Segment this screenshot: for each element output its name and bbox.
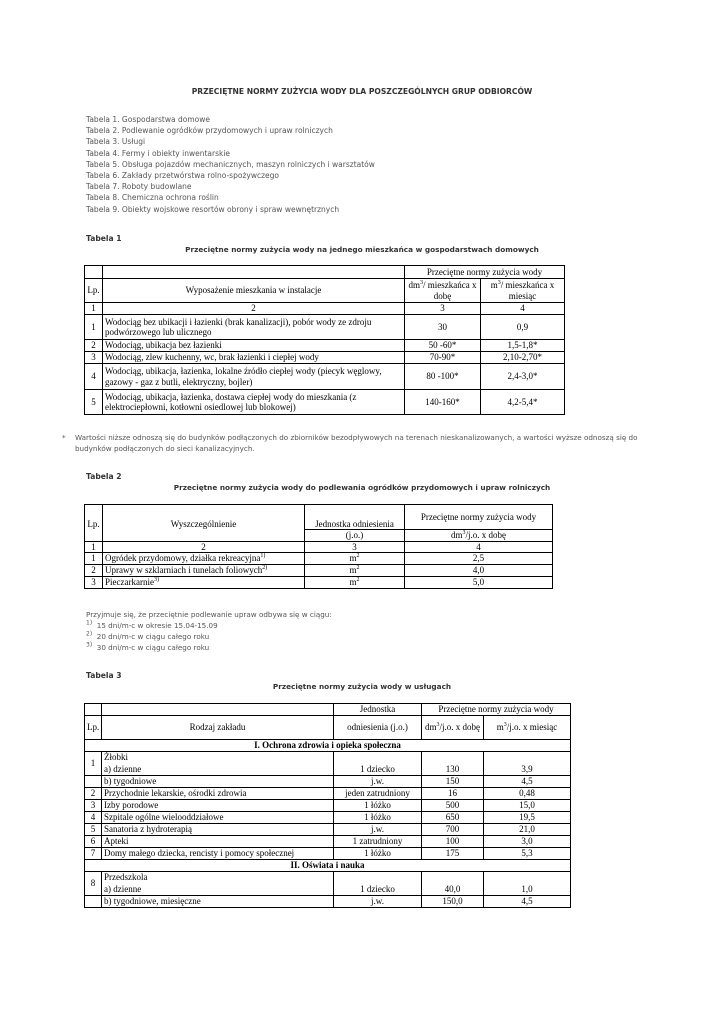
table3-header-unit-top: Jednostka xyxy=(334,704,422,716)
row-per-month: 1,0 xyxy=(484,883,571,895)
unit-sup: 3 xyxy=(497,280,501,286)
unit-text-rest: / mieszkańca x dobę xyxy=(423,280,477,301)
note-item xyxy=(86,620,218,631)
row-per-month: 19,5 xyxy=(484,811,571,823)
row-unit: j.w. xyxy=(334,775,422,787)
row-lp: 5 xyxy=(85,823,102,835)
row-per-month: 4,5 xyxy=(484,775,571,787)
footnote-star: * xyxy=(62,433,66,442)
row-unit xyxy=(305,553,405,565)
row-per-day: 40,0 xyxy=(422,883,484,895)
table2-colnum-1: 1 xyxy=(85,541,103,553)
row-per-month: 15,0 xyxy=(484,799,571,811)
toc-item-9[interactable]: Tabela 9. Obiekty wojskowe resortów obrony i spraw wewnętrznych xyxy=(86,204,340,214)
table-of-contents xyxy=(86,114,375,215)
unit-text: dm xyxy=(408,280,421,290)
row-group-title: Przedszkola xyxy=(102,871,334,883)
table3-header-per-month xyxy=(484,715,571,739)
row-lp: 6 xyxy=(85,835,102,847)
table2 xyxy=(84,504,553,589)
row-unit: 1 łóżko xyxy=(334,847,422,859)
row-unit: j.w. xyxy=(334,823,422,835)
table3-empty-cell xyxy=(102,704,334,716)
table3-header-lp: Lp. xyxy=(85,715,102,739)
table1-header-lp: Lp. xyxy=(85,279,103,303)
row-description: Sanatoria z hydroterapią xyxy=(102,823,334,835)
table-row xyxy=(85,352,565,364)
row-unit: 1 zatrudniony xyxy=(334,835,422,847)
row-per-month: 3,0 xyxy=(484,835,571,847)
table-row xyxy=(85,847,571,859)
table1-footnote: Wartości niższe odnoszą się do budynków podłączonych do zbiorników bezodpływowych na terenach nieskanalizowanych, a wartości wyższe odnoszą się do budynków podłączonych do sieci kanalizacyjnych. xyxy=(75,433,638,453)
row-value: 2,5 xyxy=(405,553,553,565)
unit-text-rest: /j.o. x dobę xyxy=(439,721,480,732)
toc-item-8[interactable]: Tabela 8. Chemiczna ochrona roślin xyxy=(86,193,219,203)
table2-header-unit-abbr: (j.o.) xyxy=(305,530,405,542)
row-per-day: 30 xyxy=(405,315,481,340)
table-row xyxy=(85,553,553,565)
table-row xyxy=(85,883,571,895)
table3-empty-cell xyxy=(484,751,571,763)
unit-text: m xyxy=(496,721,504,732)
row-description: Apteki xyxy=(102,835,334,847)
toc-item-6[interactable]: Tabela 6. Zakłady przetwórstwa rolno-spożywczego xyxy=(86,171,279,181)
row-description: Wodociąg, zlew kuchenny, wc, brak łazienki i ciepłej wody xyxy=(103,352,405,364)
table3-empty-cell xyxy=(85,775,102,787)
table3-empty-cell xyxy=(484,871,571,883)
toc-item-7[interactable]: Tabela 7. Roboty budowlane xyxy=(86,182,192,192)
table3-header-per-day xyxy=(422,715,484,739)
row-lp: 8 xyxy=(85,871,102,895)
row-unit: 1 dziecko xyxy=(334,763,422,775)
table3-section-education: II. Oświata i nauka xyxy=(85,859,571,871)
table1-header-equipment: Wyposażenie mieszkania w instalacje xyxy=(103,279,405,303)
row-description: b) tygodniowe, miesięczne xyxy=(102,895,334,907)
table2-header-norm: Przeciętne normy zużycia wody xyxy=(405,505,553,530)
row-per-month: 0,9 xyxy=(481,315,565,340)
row-per-day: 140-160* xyxy=(405,390,481,415)
note-text: 30 dni/m-c w ciągu całego roku xyxy=(96,643,210,652)
table2-header-unit: Jednostka odniesienia xyxy=(305,505,405,530)
row-lp: 2 xyxy=(85,787,102,799)
table-row xyxy=(85,895,571,907)
row-lp: 1 xyxy=(85,553,103,565)
row-description xyxy=(103,577,305,589)
row-lp: 4 xyxy=(85,811,102,823)
table2-notes xyxy=(86,620,218,653)
table3-empty-cell xyxy=(334,871,422,883)
table1-colnum-2: 2 xyxy=(103,303,405,315)
unit-sup: 3 xyxy=(503,721,507,728)
table3-empty-cell xyxy=(85,704,102,716)
table3-empty-cell xyxy=(422,751,484,763)
unit-text: dm xyxy=(424,721,437,732)
table3-header-norm: Przeciętne normy zużycia wody xyxy=(422,704,571,716)
row-per-day: 650 xyxy=(422,811,484,823)
row-description xyxy=(103,553,305,565)
table-row xyxy=(85,787,571,799)
unit-sup: 3 xyxy=(436,721,440,728)
table-row xyxy=(85,565,553,577)
row-per-month: 4,5 xyxy=(484,895,571,907)
table-row xyxy=(85,835,571,847)
row-lp: 1 xyxy=(85,315,103,340)
unit-text: m xyxy=(490,280,498,290)
table3-header-unit-bottom: odniesienia (j.o.) xyxy=(334,715,422,739)
row-per-day: 80 -100* xyxy=(405,364,481,390)
table1-label: Tabela 1 xyxy=(86,234,122,243)
toc-item-5[interactable]: Tabela 5. Obsługa pojazdów mechanicznych, maszyn rolniczych i warsztatów xyxy=(86,159,375,169)
toc-item-3[interactable]: Tabela 3. Usługi xyxy=(86,137,146,147)
row-per-month: 0,48 xyxy=(484,787,571,799)
unit-sup: 3 xyxy=(420,280,424,286)
unit-sup: 2 xyxy=(356,565,360,572)
table1-header-per-day xyxy=(405,279,481,303)
toc-item-1[interactable]: Tabela 1. Gospodarstwa domowe xyxy=(86,115,210,124)
row-unit: jeden zatrudniony xyxy=(334,787,422,799)
row-group-title: Żłobki xyxy=(102,751,334,763)
table2-header-lp: Lp. xyxy=(85,505,103,530)
row-per-day: 70-90* xyxy=(405,352,481,364)
table3-header-type: Rodzaj zakładu xyxy=(102,715,334,739)
page-title: PRZECIĘTNE NORMY ZUŻYCIA WODY DLA POSZCZEGÓLNYCH GRUP ODBIORCÓW xyxy=(191,87,533,96)
row-per-month: 1,5-1,8* xyxy=(481,340,565,352)
footnote-ref: 3) xyxy=(153,577,159,584)
table3-empty-cell xyxy=(85,895,102,907)
row-unit: 1 łóżko xyxy=(334,799,422,811)
table-row xyxy=(85,799,571,811)
table3-subtitle: Przeciętne normy zużycia wody w usługach xyxy=(272,682,452,691)
table-row xyxy=(85,315,565,340)
note-item xyxy=(86,631,218,642)
row-description-text: Pieczarkarnie xyxy=(105,577,154,588)
row-lp: 1 xyxy=(85,751,102,775)
table2-empty-cell xyxy=(103,530,305,542)
row-per-day: 130 xyxy=(422,763,484,775)
row-lp: 4 xyxy=(85,364,103,390)
row-per-day: 100 xyxy=(422,835,484,847)
table1-empty-corner xyxy=(85,266,103,279)
row-per-month: 3,9 xyxy=(484,763,571,775)
table2-colnum-3: 3 xyxy=(305,541,405,553)
footnote-ref: 2) xyxy=(262,565,268,572)
table2-header-norm-unit xyxy=(405,530,553,542)
row-description: Wodociąg bez ubikacji i łazienki (brak kanalizacji), pobór wody ze zdroju podwórzowego lub ulicznego xyxy=(103,315,405,340)
row-description: Szpitale ogólne wielooddziałowe xyxy=(102,811,334,823)
unit-sup: 3 xyxy=(462,530,466,536)
row-per-day: 16 xyxy=(422,787,484,799)
table-row xyxy=(85,340,565,352)
table2-colnum-4: 4 xyxy=(405,541,553,553)
table2-header-spec: Wyszczególnienie xyxy=(103,505,305,530)
row-description: Izby porodowe xyxy=(102,799,334,811)
table-row xyxy=(85,763,571,775)
table2-subtitle: Przeciętne normy zużycia wody do podlewania ogródków przydomowych i upraw rolniczych xyxy=(173,483,551,492)
toc-item-2[interactable]: Tabela 2. Podlewanie ogródków przydomowych i upraw rolniczych xyxy=(86,126,333,136)
unit-text: m xyxy=(349,577,357,588)
unit-text-rest: /j.o. x dobę xyxy=(465,530,506,540)
table2-label: Tabela 2 xyxy=(86,472,122,481)
row-lp: 7 xyxy=(85,847,102,859)
table1-subtitle-text: Przeciętne normy zużycia wody na jednego mieszkańca w gospodarstwach domowych xyxy=(185,245,539,254)
table1-header-per-month xyxy=(481,279,565,303)
table1-header-norm: Przeciętne normy zużycia wody xyxy=(405,266,565,279)
row-description: a) dzienne xyxy=(102,763,334,775)
row-lp: 3 xyxy=(85,799,102,811)
row-per-month: 21,0 xyxy=(484,823,571,835)
table-row xyxy=(85,823,571,835)
table-row xyxy=(85,390,565,415)
table3-label: Tabela 3 xyxy=(86,671,122,680)
table3 xyxy=(84,703,571,908)
row-unit: 1 dziecko xyxy=(334,883,422,895)
row-unit: 1 łóżko xyxy=(334,811,422,823)
row-description-text: Uprawy w szklarniach i tunelach foliowych xyxy=(105,565,263,576)
note-mark: 3) xyxy=(86,641,93,649)
row-per-month: 4,2-5,4* xyxy=(481,390,565,415)
row-per-day: 175 xyxy=(422,847,484,859)
table2-note-intro: Przyjmuje się, że przeciętnie podlewanie upraw odbywa się w ciągu: xyxy=(86,610,332,619)
row-description xyxy=(103,565,305,577)
row-description: Wodociąg, ubikacja, łazienka, dostawa ciepłej wody do mieszkania (z elektrociepłowni, kotłowni osiedlowej lub blokowej) xyxy=(103,390,405,415)
row-value: 4,0 xyxy=(405,565,553,577)
row-description-text: Ogródek przydomowy, działka rekreacyjna xyxy=(105,553,261,564)
row-value: 5,0 xyxy=(405,577,553,589)
table1-subtitle xyxy=(0,245,724,254)
note-text: 15 dni/m-c w okresie 15.04-15.09 xyxy=(96,621,218,630)
row-unit xyxy=(305,577,405,589)
table1-colnum-3: 3 xyxy=(405,303,481,315)
table3-empty-cell xyxy=(334,751,422,763)
unit-text: m xyxy=(349,565,357,576)
unit-text-rest: / mieszkańca x miesiąc xyxy=(500,280,555,301)
row-lp: 3 xyxy=(85,352,103,364)
row-lp: 5 xyxy=(85,390,103,415)
row-per-month: 2,10-2,70* xyxy=(481,352,565,364)
row-lp: 3 xyxy=(85,577,103,589)
unit-text: dm xyxy=(450,530,463,540)
toc-item-4[interactable]: Tabela 4. Fermy i obiekty inwentarskie xyxy=(86,148,231,158)
row-description: b) tygodniowe xyxy=(102,775,334,787)
row-description: Domy małego dziecka, rencisty i pomocy społecznej xyxy=(102,847,334,859)
note-item xyxy=(86,642,218,653)
table1-empty-header xyxy=(103,266,405,279)
table-row xyxy=(85,811,571,823)
note-mark: 2) xyxy=(86,630,93,638)
row-unit: j.w. xyxy=(334,895,422,907)
table1 xyxy=(84,265,565,415)
table2-colnum-2: 2 xyxy=(103,541,305,553)
table1-colnum-1: 1 xyxy=(85,303,103,315)
unit-text: m xyxy=(349,553,357,564)
row-lp: 2 xyxy=(85,565,103,577)
footnote-ref: 1) xyxy=(260,553,266,560)
row-description: a) dzienne xyxy=(102,883,334,895)
table3-empty-cell xyxy=(422,871,484,883)
note-text: 20 dni/m-c w ciągu całego roku xyxy=(96,632,210,641)
table-row xyxy=(85,364,565,390)
table1-colnum-4: 4 xyxy=(481,303,565,315)
unit-sup: 2 xyxy=(356,577,360,584)
row-per-day: 500 xyxy=(422,799,484,811)
row-per-day: 50 -60* xyxy=(405,340,481,352)
note-mark: 1) xyxy=(86,619,93,627)
row-description: Wodociąg, ubikacja bez łazienki xyxy=(103,340,405,352)
row-per-month: 5,3 xyxy=(484,847,571,859)
table-row xyxy=(85,577,553,589)
table3-section-health: I. Ochrona zdrowia i opieka społeczna xyxy=(85,739,571,751)
table-row xyxy=(85,775,571,787)
row-per-day: 150,0 xyxy=(422,895,484,907)
unit-text-rest: /j.o. x miesiąc xyxy=(506,721,558,732)
table2-empty-cell xyxy=(85,530,103,542)
row-lp: 2 xyxy=(85,340,103,352)
row-unit xyxy=(305,565,405,577)
row-per-month: 2,4-3,0* xyxy=(481,364,565,390)
row-per-day: 700 xyxy=(422,823,484,835)
row-per-day: 150 xyxy=(422,775,484,787)
unit-sup: 2 xyxy=(356,553,360,560)
row-description: Wodociąg, ubikacja, łazienka, lokalne źródło ciepłej wody (piecyk węglowy, gazowy - gaz z butli, elektryczny, bojler) xyxy=(103,364,405,390)
row-description: Przychodnie lekarskie, ośrodki zdrowia xyxy=(102,787,334,799)
